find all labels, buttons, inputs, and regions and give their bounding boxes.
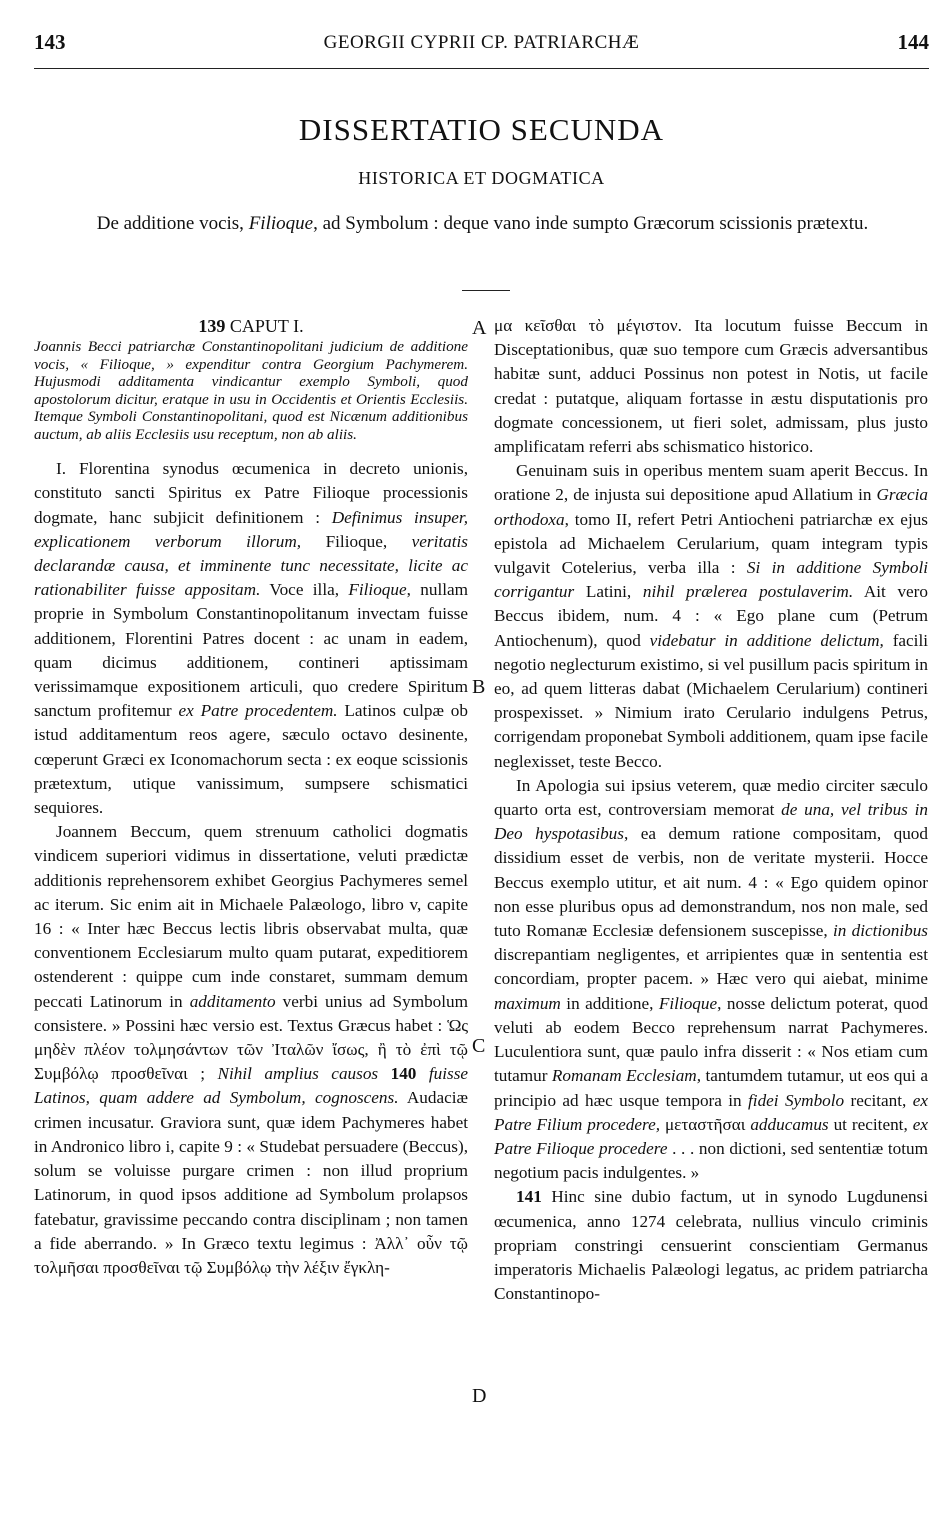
dissertation-subtitle: HISTORICA ET DOGMATICA [358,168,605,188]
paragraph-r4: 141 Hinc sine dubio factum, ut in synodo Lugdunensi œcumenica, anno 1274 celebrata, nullius vinculo criminis propriam constringi censuerint conscientiam Germanus imperatoris Michaelis Palæologi legatus, ac pridem patriarcha Constantinopo- [494,1187,928,1304]
page-number-left: 143 [34,30,66,54]
margin-letter-d: D [472,1385,487,1407]
running-header [34,30,929,64]
page-number-right: 144 [897,30,929,54]
margin-letter-b: B [472,676,486,698]
header-rule [34,68,929,69]
dissertation-title: DISSERTATIO SECUNDA [298,112,665,147]
paragraph-1: I. Florentina synodus œcumenica in decreto unionis, constituto sancti Spiritus ex Patre Filioque processionis dogmate, hanc subjicit definitionem : Definimus insuper, explicationem verborum illorum, Filioque, veritatis declarandæ causa, et imminente tunc necessitate, licite ac rationabiliter fuisse appositam. Voce illa, Filioque, nullam proprie in Symbolum Constantinopolitanum invectam fuisse additionem, Florentini Patres docent : ac unam in eadem, quam dicimus additionem, contineri aptissimam verissimamque expositionem articuli, quo credere Spiritum sanctum profitemur ex Patre procedentem. Latinos culpæ ob istud additamentum reos agere, sæculo octavo desinente, cœperunt Græci ex Iconomachorum secta : ex eoque scissionis prætextum, utique vanissimum, sumpsere schismatici sequiores. [34,459,469,818]
column-number-139: 139 [198,316,226,336]
chapter-summary: Joannis Becci patriarchæ Constantinopolitani judicium de additione vocis, « Filioque, » expenditur contra Georgium Pachymerem. Hujusmodi additamenta vindicantur exemplo Symboli, quod apostolorum dicitur, eratque in usu in Occidentis et Orientis Ecclesiis. Itemque Symboli Constantinopolitani, quod est Nicænum additionibus auctum, ab aliis Ecclesiis usu receptum, non ab aliis. [34,338,468,443]
margin-letter-c: C [472,1035,486,1057]
paragraph-r1: μα κεῖσθαι τὸ μέγιστον. Ita locutum fuisse Beccum in Disceptationibus, quæ suo tempore cum Græcis adversantibus habitæ sunt, adduci Possinus non potest in Notis, ut facile credat : putatque, aliquam fortasse in æstu disputationis pro dogmate concessionem, ut fieri solet, admissam, plus justo amplificatam referri abs schismatico historico. [494,316,928,457]
title-divider [462,290,510,291]
right-column [494,314,928,1306]
left-column [34,314,468,1280]
paragraph-r3: In Apologia sui ipsius veterem, quæ medio circiter sæculo quarto orta est, controversiam memorat de una, vel tribus in Deo hyspotasibus, ea demum ratione compositam, quod dissidium esset de verbis, non de veritate mysterii. Hocce Beccus exemplo utitur, et ait num. 4 : « Ego quidem opinor non esse pluribus opus ad demonstrandum, nos non male, sed tuto Romanæ Ecclesiæ defensionem suscepisse, in dictionibus discrepantiam negligentes, et arripientes quæ in sententia est concordiam, propter pacem. » Hæc vero qui aiebat, minime maximum in additione, Filioque, nosse delictum poterat, quod veluti ab eodem Becco reprehensum narrat Pachymeres. Luculentiora sunt, quæ paulo infra disserit : « Nos etiam cum tutamur Romanam Ecclesiam, tantumdem tutamur, ut eos qui a principio ad hæc usque tempora in fidei Symbolo recitant, ex Patre Filium procedere, μεταστῆσαι adducamus ut recitent, ex Patre Filioque procedere . . . non dictioni, sed sententiæ totum negotium pacis indulgentes. » [494,775,929,1183]
paragraph-2: Joannem Beccum, quem strenuum catholici dogmatis vindicem superiori vidimus in dissertatione, veluti prædictæ additionis reprehensorem exhibet Georgius Pachymeres semel ac iterum. Sic enim ait in Michaele Palæologo, libro v, capite 16 : « Inter hæc Beccus lectis libris observabat multa, quæ conventionem Ecclesiarum multo quam putarat, expeditiorem ostenderent : quippe cum inde constaret, summam demum peccati Latinorum in additamento verbi unius ad Symbolum consistere. » Possini hæc versio est. Textus Græcus habet : Ὡς μηδὲν πλέον τολμησάντων τῶν Ἰταλῶν ἴσως, ἢ τὸ ἐπὶ τῷ Συμβόλῳ προσθεῖναι ; Nihil amplius causos 140 fuisse Latinos, quam addere ad Symbolum, cognoscens. Audaciæ crimen incusatur. Graviora sunt, quæ idem Pachymeres habet in Andronico libro i, capite 9 : « Studebat persuadere (Beccus), solum se voluisse purgare crimen : non illud proprium Latinorum, in quod ipsos additione ad Symbolum prolapsos fatebatur, gravissime peccando contra disciplinam ; non tamen a fide aberrando. » In Græco textu legimus : Ἀλλ᾽ οὖν τῷ τολμῆσαι προσθεῖναι τῷ Συμβόλῳ τὴν λέξιν ἔγκλη- [34,822,469,1277]
dissertation-intro: De additione vocis, Filioque, ad Symbolum : deque vano inde sumpto Græcorum scissionis prætextu. [96,213,869,234]
caput-heading: 139 CAPUT I. [198,316,304,336]
column-number-141: 141 [516,1187,542,1207]
column-number-140: 140 [390,1064,417,1084]
margin-letter-a: A [472,317,487,339]
running-title: GEORGII CYPRII CP. PATRIARCHÆ [323,32,640,53]
paragraph-r2: Genuinam suis in operibus mentem suam aperit Beccus. In oratione 2, de injusta sui depositione apud Allatium in Græcia orthodoxa, tomo II, refert Petri Antiocheni patriarchæ ex ejus epistola ad Michaelem Cerularium, quam integram typis vulgavit Cotelerius, verba illa : Si in additione Symboli corrigantur Latini, nihil prælerea postulaverim. Ait vero Beccus ibidem, num. 4 : « Ego plane cum (Petrum Antiochenum), quod videbatur in additione delictum, facili negotio neglecturum existimo, si vel pusillum pacis spiritum in eo, ad quem litteras dabat (Michaelem Cerularium) contineri prospexisset. » Nimium irato Cerulario indulgens Petrus, corrigendam proponebat Symboli additionem, quam ipse facile neglexisset, teste Becco. [494,461,928,771]
